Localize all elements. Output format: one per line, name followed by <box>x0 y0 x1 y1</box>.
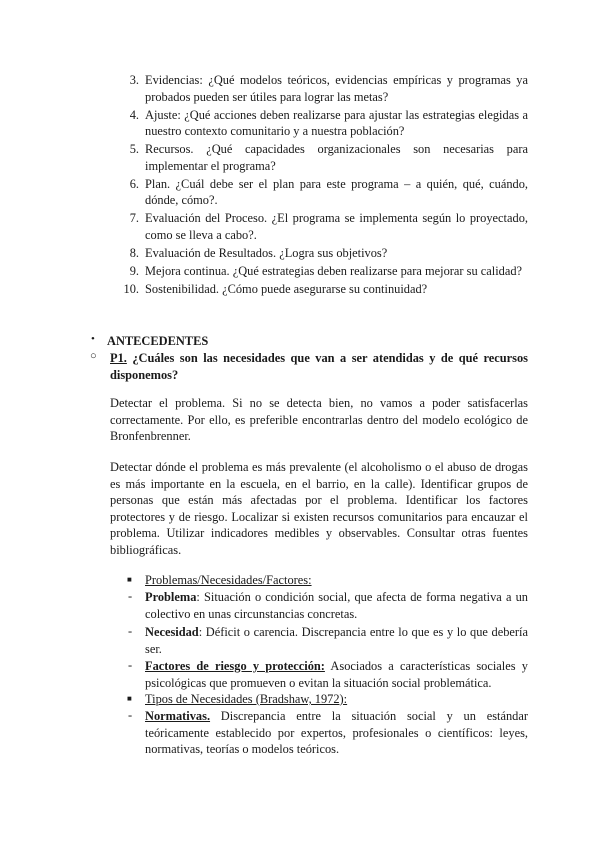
definition-text: Discrepancia entre la situación social y un estándar teóricamente establecido por expertos, profesionales o científicos: leyes, normativas, teorías o modelos teóricos. <box>145 709 528 756</box>
list-item <box>117 176 528 209</box>
subsection-title: Tipos de Necesidades (Bradshaw, 1972): <box>145 692 348 706</box>
list-text: Evaluación del Proceso. ¿El programa se implementa según lo proyectado, como se lleva a cabo?. <box>145 211 528 242</box>
list-number: 7. <box>129 211 139 226</box>
list-text: Recursos. ¿Qué capacidades organizacionales son necesarias para implementar el programa? <box>145 142 528 173</box>
definition-item <box>145 658 528 691</box>
list-item <box>117 245 528 262</box>
definition-term: Normativas. <box>145 709 211 723</box>
dash-icon: - <box>128 658 133 672</box>
dash-icon: - <box>128 589 133 603</box>
list-text: Evaluación de Resultados. ¿Logra sus objetivos? <box>145 245 388 260</box>
list-number: 3. <box>129 73 139 87</box>
list-text: Mejora continua. ¿Qué estrategias deben realizarse para mejorar su calidad? <box>145 264 523 279</box>
dash-icon: - <box>128 708 133 722</box>
list-text: Ajuste: ¿Qué acciones deben realizarse para ajustar las estrategias elegidas a nuestro contexto comunitario y a nuestra población? <box>145 107 528 139</box>
definition-term: Necesidad <box>145 625 199 639</box>
paragraph: Detectar el problema. Si no se detecta bien, no vamos a poder satisfacerlas correctamente. Por ello, es preferible encontrarlas dentro del modelo ecológico de Bronfenbrenner. <box>110 396 528 443</box>
subsection-title: Problemas/Necesidades/Factores: <box>145 573 312 587</box>
numbered-list <box>117 72 528 299</box>
list-item <box>117 263 528 280</box>
question-heading <box>110 350 528 383</box>
list-text: Evidencias: ¿Qué modelos teóricos, evidencias empíricas y programas ya probados pueden ser útiles para lograr las metas? <box>145 73 528 104</box>
list-number: 10. <box>123 282 139 297</box>
bullet-dot-icon: • <box>91 333 95 345</box>
list-number: 6. <box>129 176 139 191</box>
bullet-circle-icon: ○ <box>90 350 97 362</box>
list-text: Sostenibilidad. ¿Cómo puede asegurarse su continuidad? <box>145 282 428 297</box>
definition-text: : Déficit o carencia. Discrepancia entre lo que es y lo que debería ser. <box>145 625 528 656</box>
list-number: 4. <box>129 107 139 122</box>
list-item <box>117 107 528 140</box>
list-text: Plan. ¿Cuál debe ser el plan para este programa – a quién, qué, cuándo, dónde, cómo?. <box>145 176 528 208</box>
dash-icon: - <box>128 624 133 638</box>
list-item <box>117 141 528 174</box>
list-number: 5. <box>129 142 139 157</box>
list-number: 8. <box>129 245 139 260</box>
list-item <box>117 281 528 298</box>
paragraph: Detectar dónde el problema es más prevalente (el alcoholismo o el abuso de drogas es más importante en la escuela, en el barrio, en la calle). Identificar grupos de personas que están más afectadas por el problema. Identificar los factores protectores y de riesgo. Localizar si existen recursos comunitarios para encauzar el problema. Utilizar indicadores medibles y observables. Consultar otras fuentes bibliográficas. <box>110 460 528 557</box>
definition-text: : Situación o condición social, que afecta de forma negativa a un colectivo en unas circunstancias concretas. <box>145 590 528 621</box>
list-number: 9. <box>129 264 139 279</box>
bullet-square-icon: ■ <box>127 694 132 703</box>
list-item <box>117 210 528 243</box>
definition-item <box>145 708 528 758</box>
definition-text: Asociados a características sociales y psicológicas que promueven o evitan la situación social problemática. <box>145 659 528 690</box>
definition-item <box>145 589 528 622</box>
section-heading: ANTECEDENTES <box>107 334 209 348</box>
definition-term: Factores de riesgo y protección: <box>145 659 325 673</box>
definition-item <box>145 624 528 657</box>
bullet-square-icon: ■ <box>127 575 132 584</box>
question-text: ¿Cuáles son las necesidades que van a ser atendidas y de qué recursos disponemos? <box>110 351 528 382</box>
question-label: P1. <box>110 351 127 365</box>
list-item <box>117 72 528 105</box>
definition-term: Problema <box>145 590 197 604</box>
